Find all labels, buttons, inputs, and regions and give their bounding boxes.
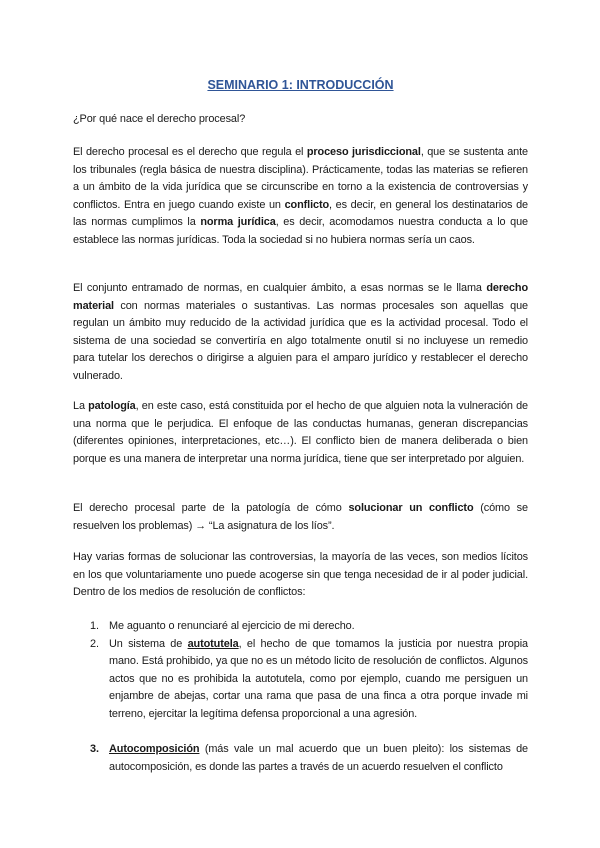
paragraph-5: Hay varias formas de solucionar las controversias, la mayoría de las veces, son medios lícitos en los que voluntariamente uno puede acogerse sin que tenga necesidad de ir al poder judicial. Dentro de los medios de resolución de conflictos: xyxy=(73,551,528,598)
document-title: SEMINARIO 1: INTRODUCCIÓN xyxy=(207,78,394,92)
list-item: 2. Un sistema de autotutela, el hecho de que tomamos la justicia por nuestra propia mano. Está prohibido, ya que no es un método licito de resolución de conflictos. Algunos actos que no es prohibida la autotutela, como por ejemplo, cuando me persiguen un enjambre de abejas, cortar una rama que pasa de una finca a otra porque invade mi terreno, ejercitar la legítima defensa proporcional a una agresión. xyxy=(90,637,528,720)
intro-question: ¿Por qué nace el derecho procesal? xyxy=(73,113,246,125)
list-item: 3. Autocomposición (más vale un mal acuerdo que un buen pleito): los sistemas de autocomposición, es donde las partes a través de un acuerdo resuelven el conflicto xyxy=(90,743,528,773)
list-item: 1. Me aguanto o renunciaré al ejercicio de mi derecho. xyxy=(90,620,355,632)
paragraph-3: La patología, en este caso, está constituida por el hecho de que alguien nota la vulneración de una norma que le perjudica. El enfoque de las conductas humanas, generan discrepancias (diferentes opiniones, interpretaciones, etc…). El conflicto bien de manera deliberada o bien porque es una manera de interpretar una norma jurídica, tiene que ser interpretado por alguien. xyxy=(73,400,529,465)
paragraph-1: El derecho procesal es el derecho que regula el proceso jurisdiccional, que se sustenta ante los tribunales (regla básica de nuestra disciplina). Prácticamente, todas las materias se refieren a un ámbito de la vida jurídica que se circunscribe en torno a la existencia de controversias y conflictos. Entra en juego cuando existe un conflicto, es decir, en general los destinatarios de las normas cumplimos la norma jurídica, es decir, acomodamos nuestra conducta a lo que establece las normas jurídicas. Toda la sociedad si no hubiera normas sería un caos. xyxy=(73,146,528,246)
paragraph-4: El derecho procesal parte de la patología de cómo solucionar un conflicto (cómo se resuelven los problemas) → “La asignatura de los líos”. xyxy=(73,502,528,532)
paragraph-2: El conjunto entramado de normas, en cualquier ámbito, a esas normas se le llama derecho material con normas materiales o sustantivas. Las normas procesales son aquellas que regulan un ámbito muy reducido de la actividad jurídica que es la actividad procesal. Todo el sistema de una sociedad se convertiría en algo totalmente onutil si no incluyese un remedio para tutelar los derechos o dirigirse a alguien para el amparo jurídico y restablecer el derecho vulnerado. xyxy=(73,282,528,382)
conflict-resolution-list xyxy=(73,618,528,776)
